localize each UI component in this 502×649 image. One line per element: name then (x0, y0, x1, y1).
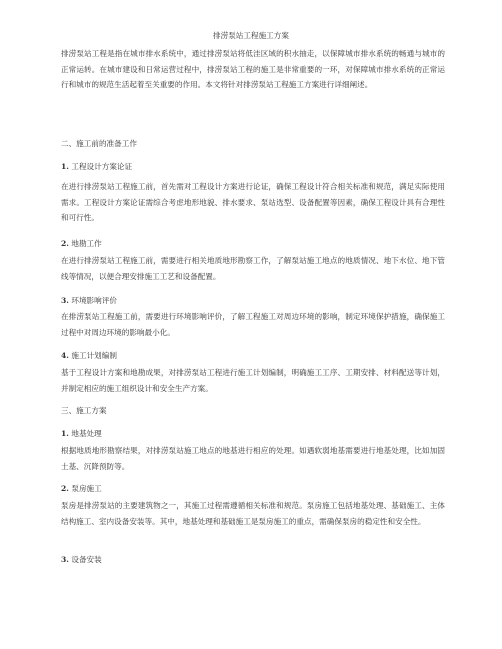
subheading-text: 地勘工作 (68, 239, 102, 248)
subheading-number: 2. (61, 239, 69, 248)
subheading-pump-house (61, 483, 445, 494)
subheading-text: 设备安装 (68, 555, 102, 564)
document-title: 排涝泵站工程施工方案 (213, 31, 289, 40)
paragraph-pump-house: 泵房是排涝泵站的主要建筑物之一，其施工过程需遵循相关标准和规范。泵房施工包括地基处理、基础施工、主体结构施工、室内设备安装等。其中，地基处理和基础施工是泵房施工的重点，需确保泵房的稳定性和安全性。 (61, 501, 445, 526)
section-heading-plan: 三、施工方案 (61, 406, 107, 415)
paragraph-schedule: 基于工程设计方案和地勘成果，对排涝泵站工程进行施工计划编制，明确施工工序、工期安排、材料配送等计划，并制定相应的施工组织设计和安全生产方案。 (61, 368, 445, 393)
subheading-number: 4. (61, 351, 69, 360)
subheading-text: 环境影响评价 (68, 296, 117, 305)
subheading-number: 2. (61, 484, 69, 493)
subheading-number: 1. (61, 162, 69, 171)
subheading-text: 施工计划编制 (68, 351, 117, 360)
intro-paragraph: 排涝泵站工程是指在城市排水系统中，通过排涝泵站将低洼区域的积水抽走，以保障城市排水系统的畅通与城市的正常运转。在城市建设和日常运营过程中，排涝泵站工程的施工是非常重要的一环，对保障城市排水系统的正常运行和城市的规范生活起着至关重要的作用。本文将针对排涝泵站工程施工方案进行详细阐述。 (61, 49, 445, 89)
subheading-design-review (61, 161, 445, 172)
paragraph-environment: 在排涝泵站工程施工前，需要进行环境影响评价，了解工程施工对周边环境的影响，制定环境保护措施，确保施工过程中对周边环境的影响最小化。 (61, 312, 445, 337)
subheading-number: 1. (61, 429, 69, 438)
subheading-environment (61, 295, 445, 306)
subheading-text: 地基处理 (68, 429, 102, 438)
paragraph-foundation: 根据地质地形勘察结果，对排涝泵站施工地点的地基进行相应的处理。如遇软弱地基需要进行地基处理，比如加固土基、沉降预防等。 (61, 446, 445, 471)
section-heading-preparation: 二、施工前的准备工作 (61, 139, 137, 148)
subheading-text: 泵房施工 (68, 484, 102, 493)
paragraph-survey: 在进行排涝泵站工程施工前，需要进行相关地质地形勘察工作，了解泵站施工地点的地质情况、地下水位、地下管线等情况，以便合理安排施工工艺和设备配置。 (61, 256, 445, 281)
subheading-foundation (61, 428, 445, 439)
paragraph-design-review: 在进行排涝泵站工程施工前，首先需对工程设计方案进行论证，确保工程设计符合相关标准和规范，满足实际使用需求。工程设计方案论证需综合考虑地形地貌、排水要求、泵站选型、设备配置等因素，确保工程设计具有合理性和可行性。 (61, 182, 445, 222)
subheading-number: 3. (61, 555, 69, 564)
subheading-schedule (61, 350, 445, 361)
subheading-survey (61, 238, 445, 249)
subheading-equipment (61, 554, 445, 565)
subheading-number: 3. (61, 296, 69, 305)
subheading-text: 工程设计方案论证 (68, 162, 133, 171)
